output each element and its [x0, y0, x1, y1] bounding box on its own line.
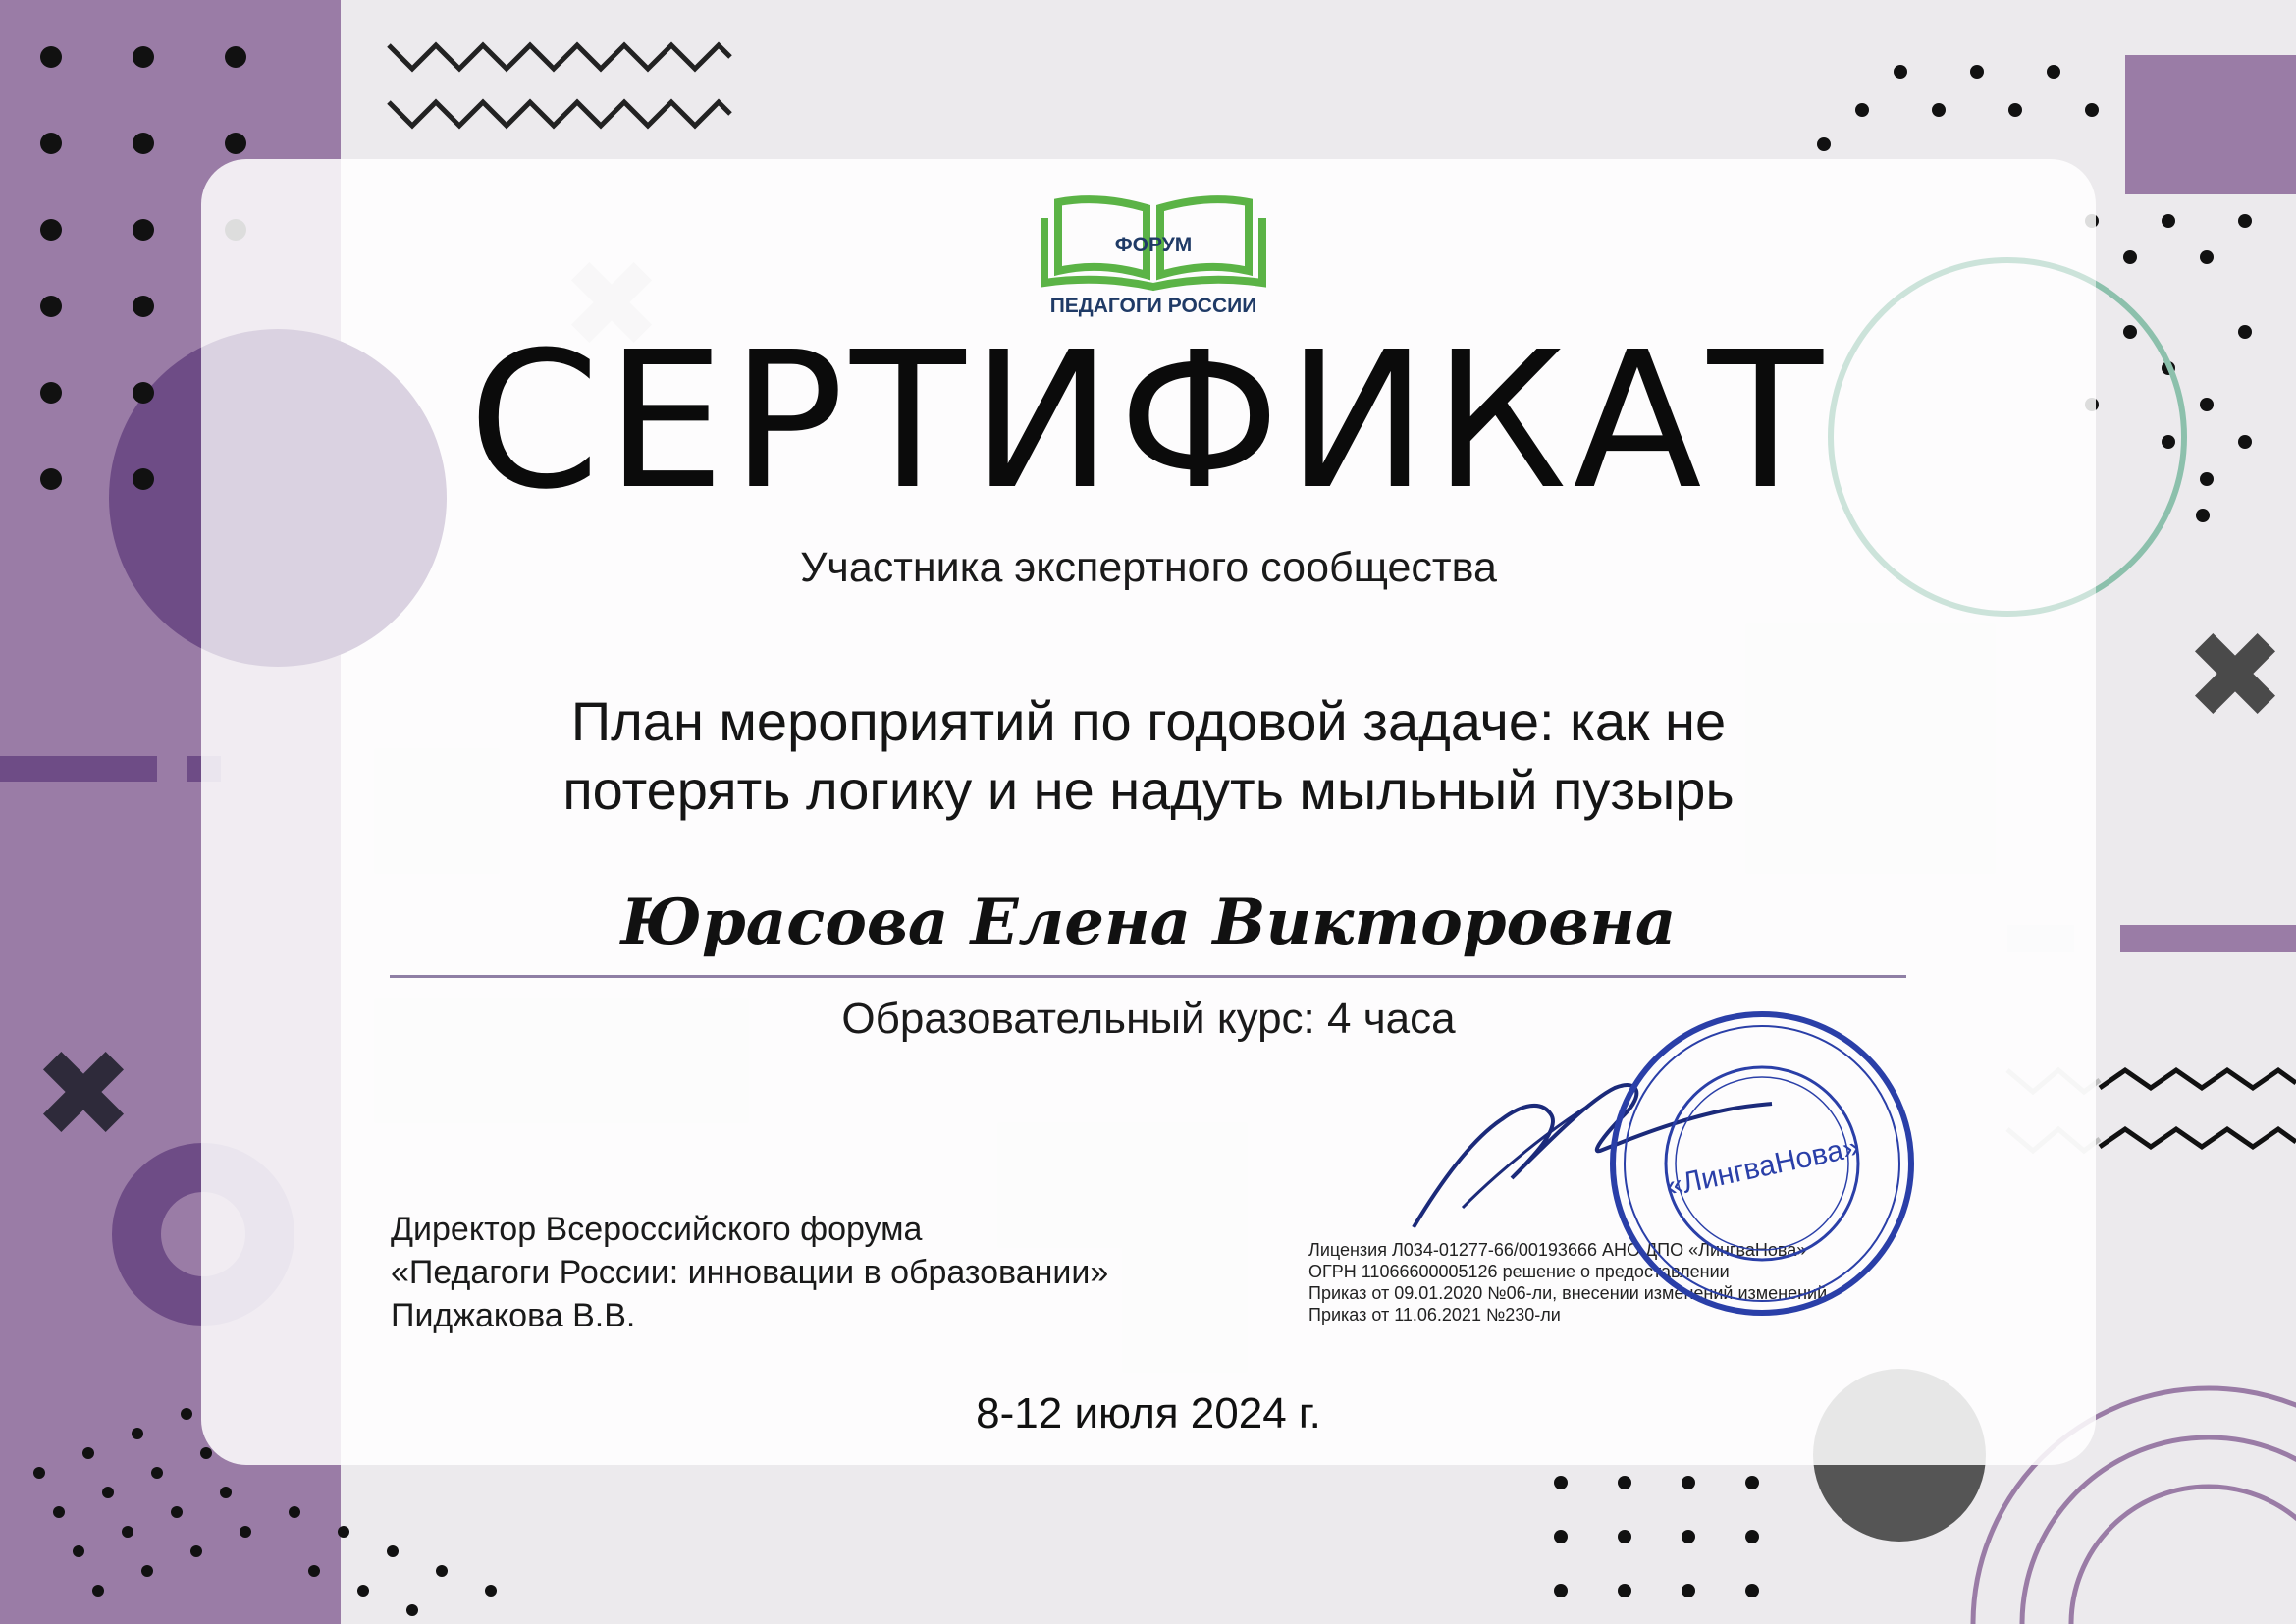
name-underline — [390, 975, 1906, 978]
left-purple-bar — [0, 756, 157, 782]
certificate-title: СЕРТИФИКАТ — [468, 312, 1829, 531]
topic-line-1: План мероприятий по годовой задаче: как не — [570, 690, 1727, 752]
right-purple-block — [2125, 55, 2296, 194]
event-date: 8-12 июля 2024 г. — [976, 1389, 1321, 1437]
director-forum: «Педагоги России: инновации в образовании» — [391, 1254, 1109, 1291]
organization-stamp — [1600, 1001, 1924, 1326]
forum-logo — [1031, 185, 1276, 317]
zigzag-top — [389, 45, 730, 126]
topic-line-2: потерять логику и не надуть мыльный пузырь — [562, 759, 1735, 821]
x-mark-right — [2172, 611, 2296, 735]
course-info: Образовательный курс: 4 часа — [841, 995, 1456, 1043]
logo-bottom-text: ПЕДАГОГИ РОССИИ — [1049, 295, 1257, 317]
svg-text:«ЛингваНова»: «ЛингваНова» — [1663, 1130, 1863, 1204]
event-topic — [201, 687, 2096, 825]
logo-top-text: ФОРУМ — [1114, 234, 1193, 256]
certificate-subtitle: Участника экспертного сообщества — [800, 544, 1497, 591]
license-line-4: Приказ от 11.06.2021 №230-ли — [1308, 1305, 1561, 1325]
director-title: Директор Всероссийского форума — [391, 1211, 923, 1248]
director-name: Пиджакова В.В. — [391, 1297, 636, 1334]
license-line-3: Приказ от 09.01.2020 №06-ли, внесении изменений изменений — [1308, 1283, 1828, 1303]
recipient-name: Юрасова Елена Викторовна — [620, 886, 1677, 959]
license-line-2: ОГРН 11066600005126 решение о предоставлении — [1308, 1262, 1730, 1281]
director-block — [391, 1208, 1108, 1337]
license-line-1: Лицензия Л034-01277-66/00193666 АНО ДПО «ЛингваНова» — [1308, 1240, 1807, 1260]
right-purple-bar — [2120, 925, 2296, 952]
